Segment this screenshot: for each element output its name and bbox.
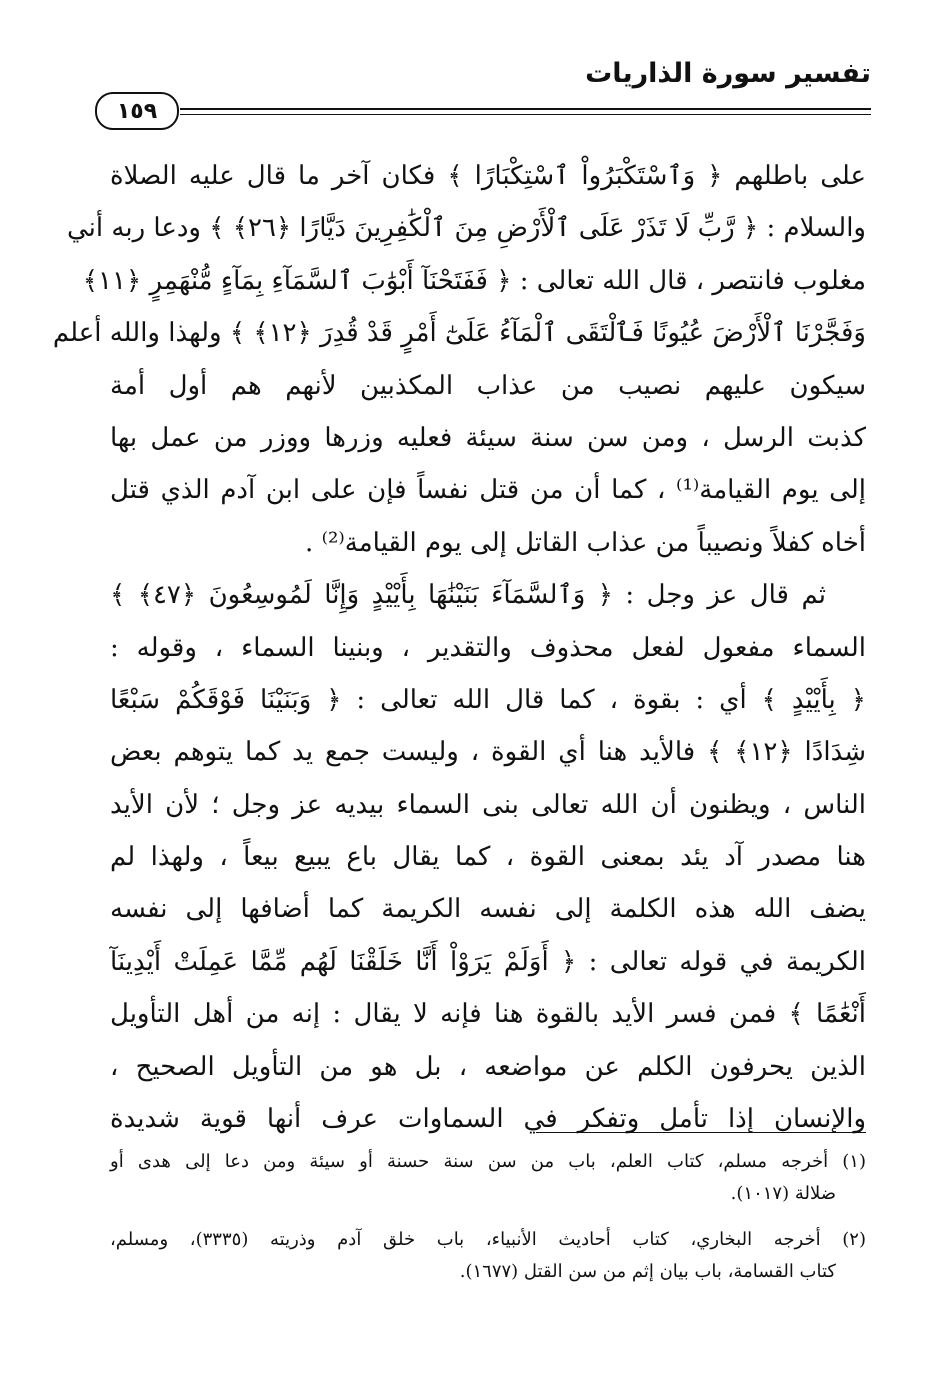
body-line: والإنسان إذا تأمل وتفكر في السماوات عرف أنها قوية شديدة xyxy=(110,1104,866,1135)
body-line: الذين يحرفون الكلم عن مواضعه ، بل هو من التأويل الصحيح ، xyxy=(110,1051,866,1082)
body-line: أخاه كفلاً ونصيباً من عذاب القاتل إلى يوم القيامة⁽²⁾ . xyxy=(305,527,866,558)
body-line: كذبت الرسل ، ومن سن سنة سيئة فعليه وزرها ووزر من عمل بها xyxy=(110,422,866,453)
body-line: إلى يوم القيامة⁽¹⁾ ، كما أن من قتل نفساً فإن على ابن آدم الذي قتل xyxy=(110,475,866,506)
body-line: الناس ، ويظنون أن الله تعالى بنى السماء بيديه عز وجل ؛ لأن الأيد xyxy=(110,789,866,820)
footnotes xyxy=(110,1146,866,1288)
footnote-separator xyxy=(536,1132,866,1133)
body-line: الكريمة في قوله تعالى : ﴿ أَوَلَمْ يَرَوْاْ أَنَّا خَلَقْنَا لَهُم مِّمَّا عَمِلَتْ أَيْدِينَآ xyxy=(110,946,866,977)
footnote-line: (٢) أخرجه البخاري، كتاب أحاديث الأنبياء، باب خلق آدم وذريته (٣٣٣٥)، ومسلم، xyxy=(110,1229,866,1250)
body-line: السماء مفعول لفعل محذوف والتقدير ، وبنينا السماء ، وقوله : xyxy=(110,632,866,663)
body-line: شِدَادًا ﴿١٢﴾ ﴾ فالأيد هنا أي القوة ، وليست جمع يد كما يتوهم بعض xyxy=(110,737,866,768)
body-line: وَفَجَّرْنَا ٱلْأَرْضَ عُيُونًا فَٱلْتَقَى ٱلْمَآءُ عَلَىٰٓ أَمْرٍ قَدْ قُدِرَ ﴿١٢﴾ ﴾ ولهذا والله أعلم xyxy=(52,318,866,349)
body-line: ﴿ بِأَيْيْدٍ ﴾ أي : بقوة ، كما قال الله تعالى : ﴿ وَبَنَيْنَا فَوْقَكُمْ سَبْعًا xyxy=(110,684,866,715)
body-line: مغلوب فانتصر ، قال الله تعالى : ﴿ فَفَتَحْنَآ أَبْوَٰبَ ٱلسَّمَآءِ بِمَآءٍ مُّنْهَمِرٍ ﴿١١﴾ xyxy=(82,265,866,296)
footnote-line: (١) أخرجه مسلم، كتاب العلم، باب من سن سنة حسنة أو سيئة ومن دعا إلى هدى أو xyxy=(110,1151,866,1172)
main-body-text xyxy=(52,150,866,1145)
page-number-badge: ١٥٩ xyxy=(95,92,179,130)
body-line: أَنْعَٰمًا ﴾ فمن فسر الأيد بالقوة هنا فإنه لا يقال : إنه من أهل التأويل xyxy=(110,999,866,1030)
running-header-title: تفسير سورة الذاريات xyxy=(585,58,871,89)
body-line: على باطلهم ﴿ وَٱسْتَكْبَرُواْ ٱسْتِكْبَارًا ﴾ فكان آخر ما قال عليه الصلاة xyxy=(110,161,866,191)
body-line: والسلام : ﴿ رَّبِّ لَا تَذَرْ عَلَى ٱلْأَرْضِ مِنَ ٱلْكَٰفِرِينَ دَيَّارًا ﴿٢٦﴾ ﴾ ودعا ربه أني xyxy=(67,213,866,244)
footnote-line: كتاب القسامة، باب بيان إثم من سن القتل (١٦٧٧). xyxy=(459,1261,836,1282)
body-line: ثم قال عز وجل : ﴿ وَٱلسَّمَآءَ بَنَيْنَٰهَا بِأَيْيْدٍ وَإِنَّا لَمُوسِعُونَ ﴿٤٧﴾ ﴾ xyxy=(110,580,826,611)
footnote-line: ضلالة (١٠١٧). xyxy=(730,1183,836,1204)
body-line: هنا مصدر آد يئد بمعنى القوة ، كما يقال باع يبيع بيعاً ، ولهذا لم xyxy=(110,842,866,873)
body-line: يضف الله هذه الكلمة إلى نفسه الكريمة كما أضافها إلى نفسه xyxy=(110,894,866,925)
body-line: سيكون عليهم نصيب من عذاب المكذبين لأنهم هم أول أمة xyxy=(110,370,866,401)
header-rule xyxy=(180,108,871,115)
